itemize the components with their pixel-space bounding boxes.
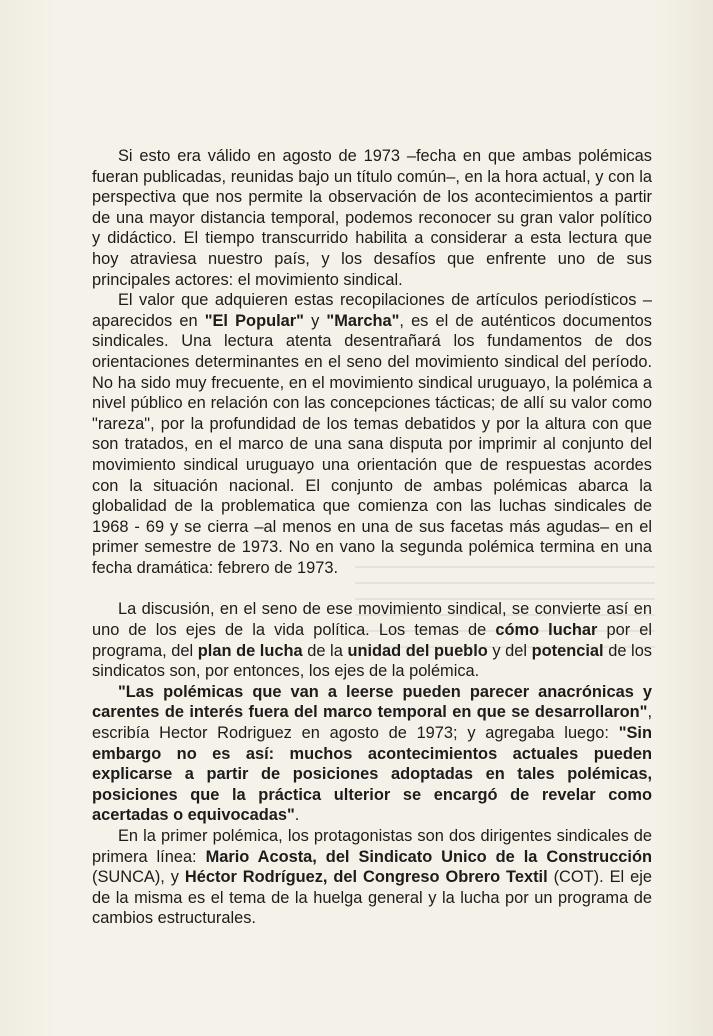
text-run: , escribía Hector Rodriguez en agosto de 1973; y agregaba luego: [92, 703, 652, 743]
paragraph [92, 146, 652, 290]
paragraph [92, 826, 652, 929]
text-run: de la [302, 641, 348, 660]
bold-text: "Marcha" [326, 311, 400, 330]
text-run: En la primer polémica, los protagonistas son dos dirigentes sindicales de primera línea: [92, 827, 652, 866]
body-text [92, 146, 652, 929]
paragraph [92, 682, 652, 826]
text-run: y [303, 311, 327, 330]
text-run: por el programa, del [92, 621, 652, 660]
text-run: de los sindicatos son, por entonces, los ejes de la polémica. [92, 641, 652, 681]
paragraph [92, 599, 652, 681]
text-run: . [294, 806, 300, 825]
text-run: y del [487, 641, 532, 660]
bold-text: cómo luchar [495, 621, 598, 640]
bold-text: Héctor Rodríguez, del Congreso Obrero Textil [184, 868, 548, 887]
text-run: Si esto era válido en agosto de 1973 –fecha en que ambas polémicas fueran publicadas, reunidas bajo un título común–, en la hora actual, y con la perspectiva que nos permite la observación de los acontecimientos a partir de una mayor distancia temporal, podemos reconocer su gran valor político y didáctico. El tiempo transcurrido habilita a considerar a esta lectura que hoy atraviesa nuestro país, y los desafíos que enfrente uno de sus principales actores: el movimiento sindical. [92, 147, 652, 289]
bold-text: Mario Acosta, del Sindicato Unico de la Construcción [205, 847, 652, 866]
text-run: (COT). El eje de la misma es el tema de la huelga general y la lucha por un programa de cambios estructurales. [92, 868, 652, 928]
paragraph [92, 290, 652, 578]
bold-text: "Las polémicas que van a leerse pueden parecer anacrónicas y carentes de interés fuera del marco temporal en que se desarrollaron" [92, 682, 652, 722]
text-run: El valor que adquieren estas recopilaciones de artículos periodísticos –aparecidos en [92, 291, 652, 330]
text-run: , es el de auténticos documentos sindicales. Una lectura atenta desentrañará los fundamentos de dos orientaciones determinantes en el seno del movimiento sindical del período. No ha sido muy frecuente, en el movimiento sindical uruguayo, la polémica a nivel público en relación con las concepciones tácticas; de allí su valor como "rareza", por la profundidad de los temas debatidos y por la altura con que son tratados, en el marco de una sana disputa por imprimir al conjunto del movimiento sindical uruguayo una orientación que de respuestas acordes con la situación nacional. El conjunto de ambas polémicas abarca la globalidad de la problematica que comienza con las luchas sindicales de 1968 - 69 y se cierra –al menos en una de sus facetas más agudas– en el primer semestre de 1973. No en vano la segunda polémica termina en una fecha dramática: febrero de 1973. [92, 311, 652, 577]
bold-text: "El Popular" [204, 311, 304, 330]
text-run: La discusión, en el seno de ese movimiento sindical, se convierte así en uno de los ejes de la vida política. Los temas de [92, 600, 652, 640]
bold-text: potencial [531, 641, 604, 660]
text-run: (SUNCA), y [92, 868, 185, 887]
bold-text: plan de lucha [197, 641, 303, 660]
bold-text: unidad del pueblo [347, 641, 488, 660]
bold-text: "Sin embargo no es así: muchos acontecimientos actuales pueden explicarse a partir de posiciones adoptadas en tales polémicas, posiciones que la práctica ulterior se encargó de revelar como acertadas o equivocadas" [92, 724, 652, 825]
